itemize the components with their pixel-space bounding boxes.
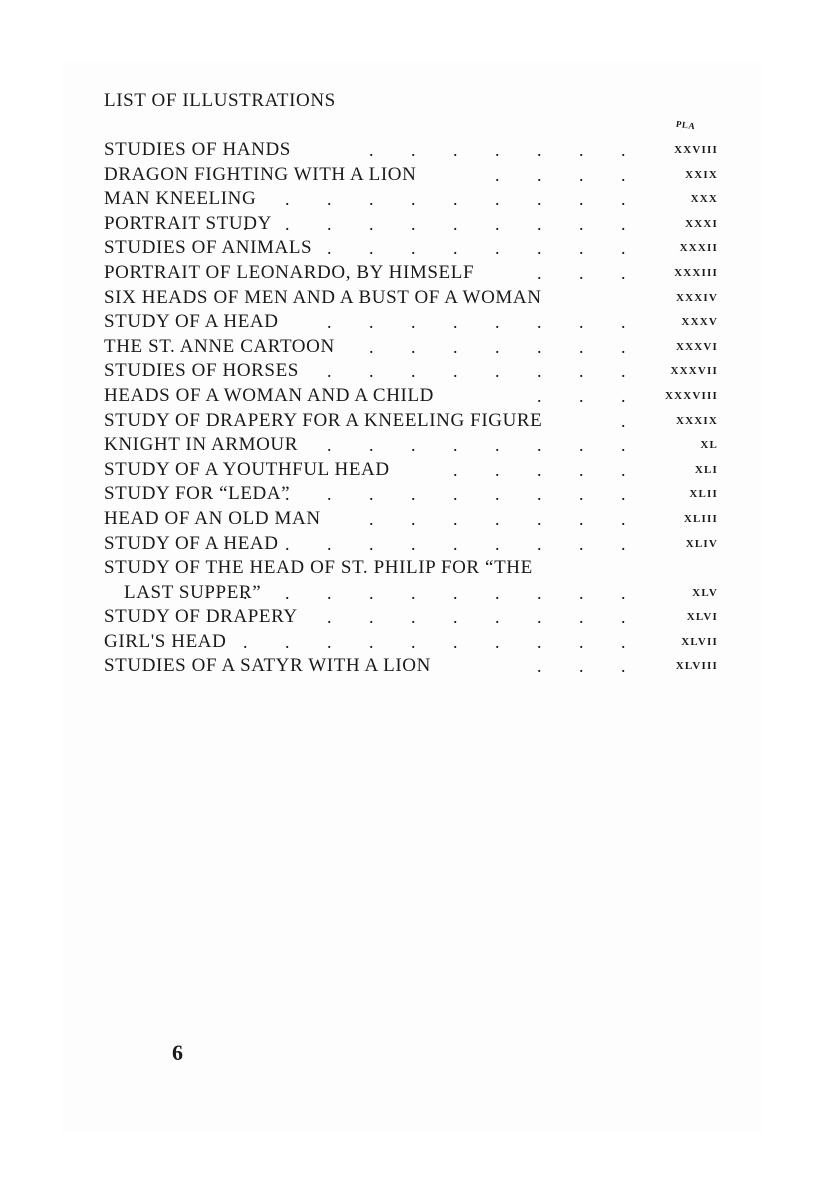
- leader-dots: . . .: [537, 656, 642, 677]
- list-item: [104, 261, 718, 286]
- list-item: [104, 556, 718, 581]
- page-title: LIST OF ILLUSTRATIONS: [104, 90, 336, 111]
- entry-title: STUDY OF THE HEAD OF ST. PHILIP FOR “THE: [104, 557, 533, 579]
- plate-number: XXIX: [685, 168, 718, 181]
- list-item: [104, 187, 718, 212]
- list-item: [104, 458, 718, 483]
- list-item: [104, 212, 718, 237]
- leader-dots: .: [621, 410, 642, 431]
- plate-number: XLI: [694, 463, 718, 476]
- list-item: [104, 163, 718, 188]
- list-item: [104, 384, 718, 409]
- list-item: [104, 507, 718, 532]
- entry-title: STUDY OF DRAPERY: [104, 606, 298, 628]
- list-item: [104, 654, 718, 679]
- plate-number: XLVI: [686, 611, 718, 624]
- leader-dots: . . . . . . . . .: [285, 533, 642, 554]
- list-item: [104, 409, 718, 434]
- list-item: [104, 605, 718, 630]
- list-item: [104, 433, 718, 458]
- entry-title: STUDIES OF ANIMALS: [104, 237, 313, 259]
- list-item: [104, 532, 718, 557]
- leader-dots: . . . . . . . .: [327, 361, 642, 382]
- plate-number: XXXVII: [670, 365, 718, 378]
- leader-dots: . . . . . . . . . .: [243, 631, 642, 652]
- leader-dots: . . . .: [495, 164, 642, 185]
- entry-title: STUDY OF A HEAD: [104, 311, 279, 333]
- page-number: 6: [172, 1040, 183, 1065]
- entry-title: HEADS OF A WOMAN AND A CHILD: [104, 384, 434, 406]
- plate-number: XXXIII: [674, 266, 718, 279]
- plate-number: XL: [700, 439, 718, 452]
- leader-dots: . . . . . . . .: [327, 312, 642, 333]
- entry-title: STUDY FOR “LEDA”: [104, 483, 291, 505]
- plate-number: XXXIV: [675, 291, 718, 304]
- plate-number: XXXIX: [675, 414, 718, 427]
- entry-title: KNIGHT IN ARMOUR: [104, 434, 298, 456]
- entry-title: STUDY OF DRAPERY FOR A KNEELING FIGURE: [104, 409, 543, 431]
- plate-number: XXVIII: [674, 144, 718, 156]
- list-item: [104, 236, 718, 261]
- leader-dots: . . . . . . .: [369, 140, 642, 160]
- entry-title: GIRL'S HEAD: [104, 630, 227, 652]
- plate-number: XXXII: [679, 242, 718, 255]
- plate-number: XLVII: [681, 635, 718, 648]
- plate-number: XLII: [689, 488, 718, 501]
- entry-title: STUDIES OF A SATYR WITH A LION: [104, 655, 431, 677]
- entry-title: PORTRAIT OF LEONARDO, BY HIMSELF: [104, 261, 475, 283]
- entry-title: STUDIES OF HORSES: [104, 360, 299, 382]
- leader-dots: . . . . . . . .: [327, 435, 642, 456]
- leader-dots: . . . . . . .: [369, 336, 642, 357]
- leader-dots: . . . . .: [453, 459, 642, 480]
- plate-number: XLIII: [683, 512, 718, 525]
- leader-dots: . . . . . . .: [369, 508, 642, 529]
- plate-number: XLV: [692, 586, 718, 599]
- leader-dots: . . . . . . . .: [327, 238, 642, 259]
- entry-title: STUDIES OF HANDS: [104, 139, 291, 160]
- leader-dots: . . . . . . . . . .: [243, 213, 642, 234]
- entry-title: SIX HEADS OF MEN AND A BUST OF A WOMAN: [104, 286, 542, 308]
- plate-number: XXXI: [685, 217, 718, 230]
- plate-number: XXXV: [681, 316, 718, 329]
- list-item: [104, 359, 718, 384]
- list-item: [104, 286, 718, 311]
- entry-title: DRAGON FIGHTING WITH A LION: [104, 163, 417, 185]
- entry-title: STUDY OF A HEAD: [104, 532, 279, 554]
- leader-dots: . . . . . . . . . .: [243, 582, 642, 603]
- entry-title: HEAD OF AN OLD MAN: [104, 507, 321, 529]
- list-item: [104, 138, 718, 163]
- list-item: [104, 581, 718, 606]
- entry-title: STUDY OF A YOUTHFUL HEAD: [104, 458, 390, 480]
- leader-dots: . . . . . . . . .: [285, 189, 642, 210]
- leader-dots: . . .: [537, 385, 642, 406]
- leader-dots: . . . . . . . .: [327, 607, 642, 628]
- plate-number: XLIV: [685, 537, 718, 550]
- list-item: [104, 482, 718, 507]
- list-item: [104, 310, 718, 335]
- plate-number: XXXVI: [675, 340, 718, 353]
- list-item: [104, 630, 718, 655]
- entry-title: THE ST. ANNE CARTOON: [104, 335, 335, 357]
- leader-dots: . . . . . . . . .: [285, 484, 642, 505]
- entry-title: LAST SUPPER”: [124, 581, 262, 603]
- list-item: [104, 335, 718, 360]
- plate-number: XXX: [690, 193, 718, 206]
- illustrations-list: [104, 138, 718, 679]
- entry-title: MAN KNEELING: [104, 188, 257, 210]
- plate-column-label: PLA: [675, 118, 697, 132]
- plate-number: XXXVIII: [664, 389, 718, 402]
- leader-dots: . . .: [537, 262, 642, 283]
- plate-number: XLVIII: [675, 660, 718, 673]
- entry-title: PORTRAIT STUDY: [104, 212, 272, 234]
